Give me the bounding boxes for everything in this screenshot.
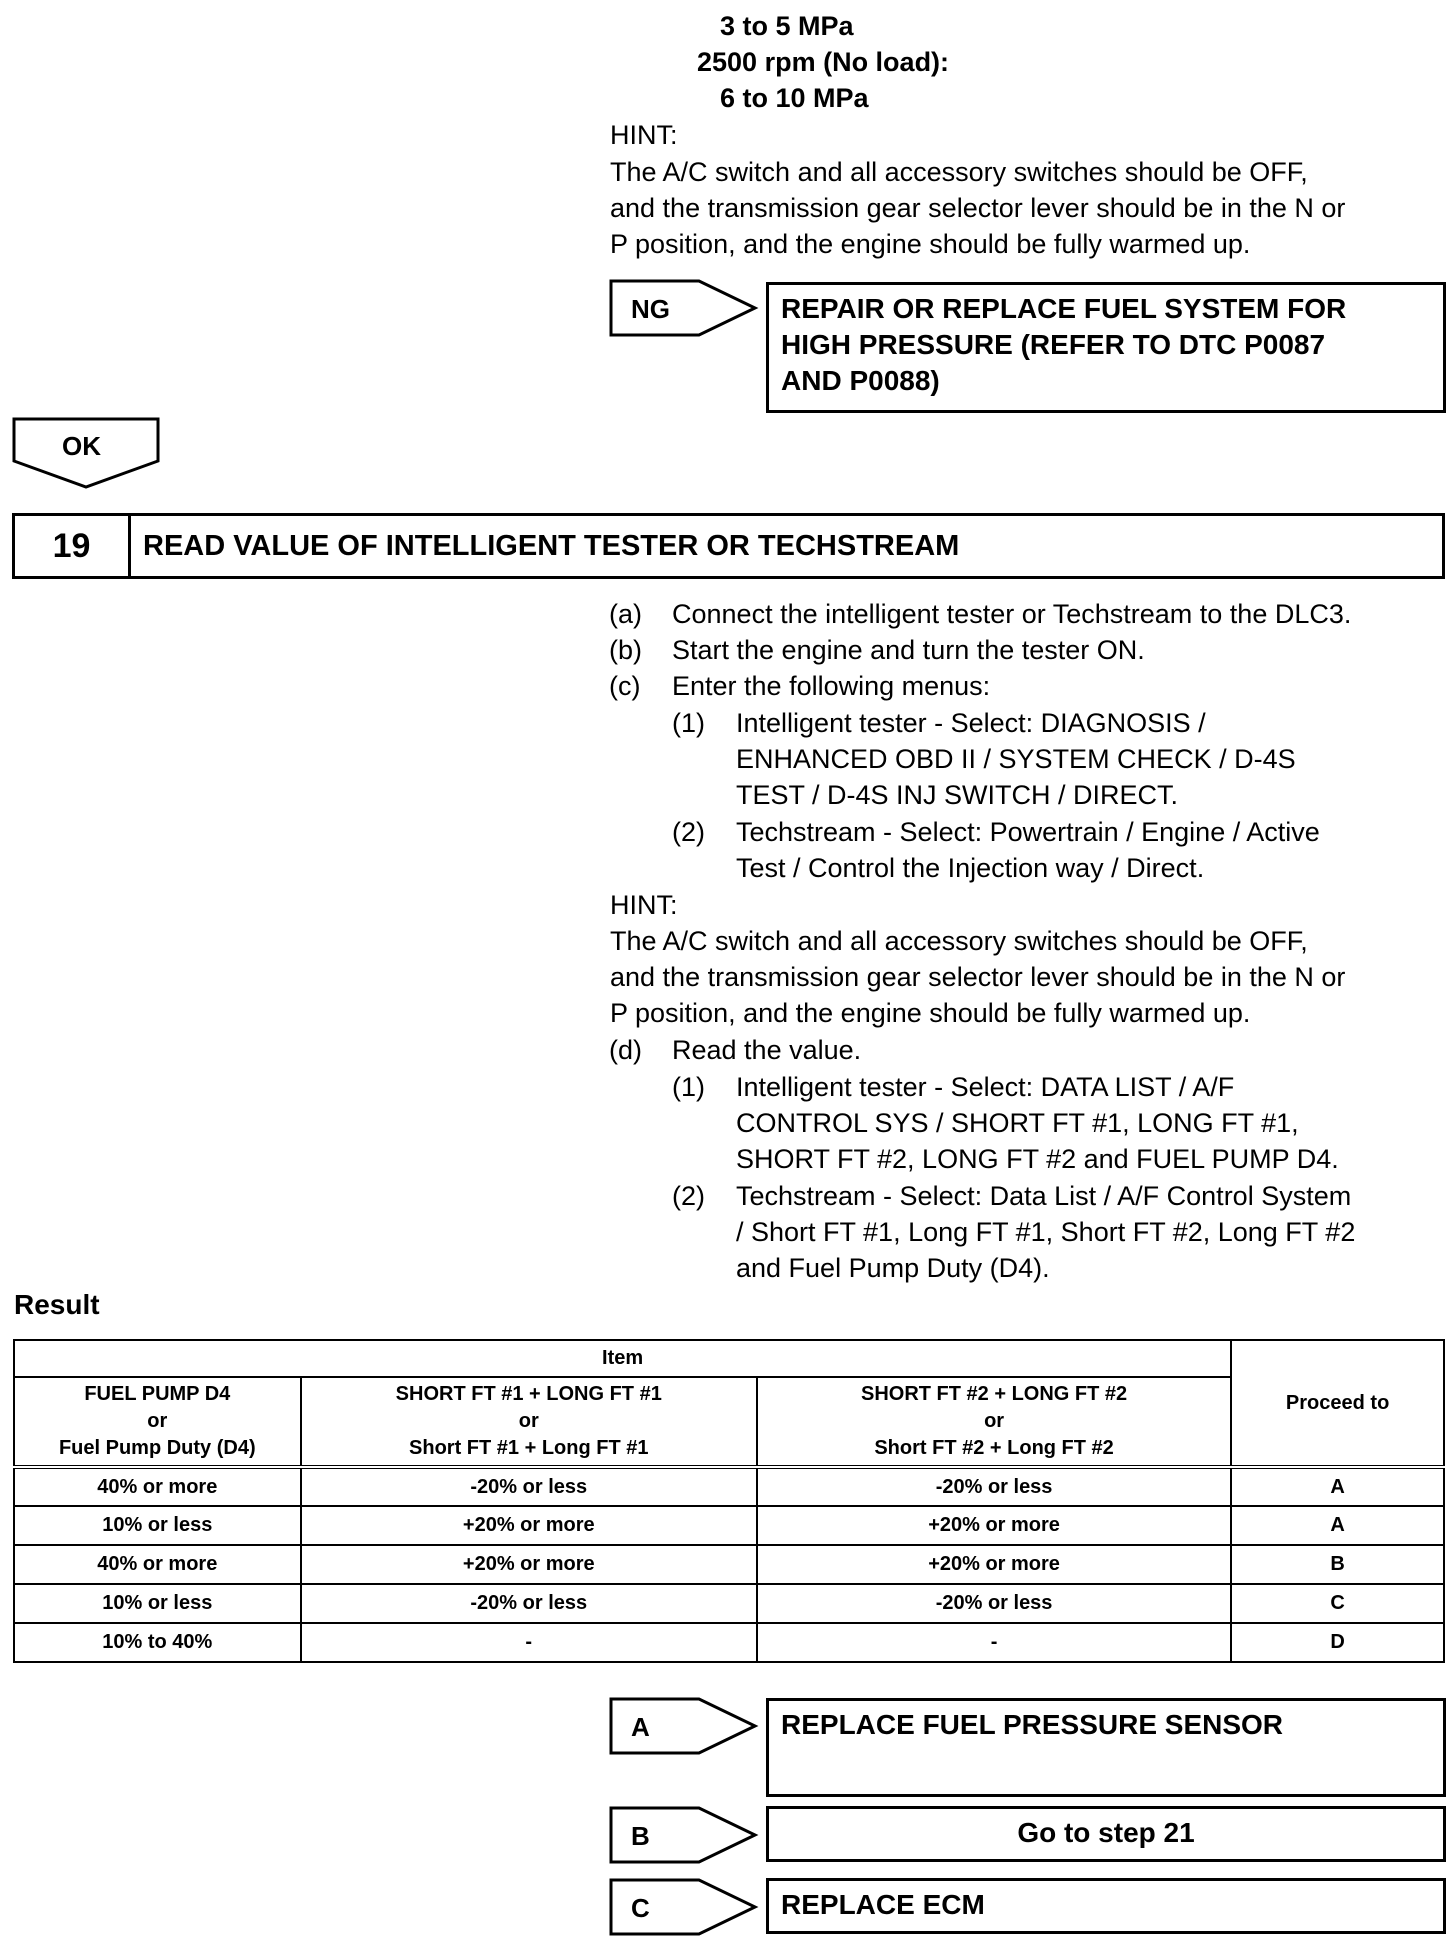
branch-c-label: C <box>631 1893 650 1923</box>
hint-line: P position, and the engine should be fully warmed up. <box>610 998 1251 1028</box>
col-header-ft2 <box>757 1377 1231 1467</box>
table-cell: - <box>757 1623 1231 1662</box>
branch-b-arrow-label <box>609 1806 759 1864</box>
instruction-marker: (1) <box>672 1072 705 1102</box>
table-cell: B <box>1231 1545 1444 1584</box>
step-header <box>12 513 1445 579</box>
table-cell: 10% to 40% <box>14 1623 301 1662</box>
spec-line-1: 3 to 5 MPa <box>720 11 854 41</box>
instruction-text: Start the engine and turn the tester ON. <box>672 635 1145 665</box>
col-header-fuel-pump <box>14 1377 301 1467</box>
instruction-line: Intelligent tester - Select: DATA LIST / A/F <box>736 1072 1235 1102</box>
ng-result-line: HIGH PRESSURE (REFER TO DTC P0087 <box>781 329 1326 360</box>
instruction-marker: (b) <box>609 635 642 665</box>
step-number: 19 <box>15 516 131 576</box>
instruction-marker: (d) <box>609 1035 642 1065</box>
col-header-line: or <box>518 1410 539 1432</box>
table-cell: -20% or less <box>301 1584 757 1623</box>
instruction-line: Intelligent tester - Select: DIAGNOSIS / <box>736 708 1206 738</box>
result-heading: Result <box>14 1289 100 1320</box>
col-header-ft1 <box>301 1377 757 1467</box>
instruction-marker: (c) <box>609 671 641 701</box>
table-cell: +20% or more <box>757 1506 1231 1545</box>
table-row <box>14 1506 1444 1545</box>
branch-a-arrow-label <box>609 1697 759 1755</box>
instruction-text: Enter the following menus: <box>672 671 991 701</box>
ok-label: OK <box>62 431 101 461</box>
branch-a-result: REPLACE FUEL PRESSURE SENSOR <box>781 1709 1284 1740</box>
ng-result-box <box>766 282 1446 413</box>
table-cell: +20% or more <box>301 1506 757 1545</box>
ng-arrow-label <box>609 279 759 337</box>
table-cell: -20% or less <box>757 1467 1231 1506</box>
table-cell: +20% or more <box>301 1545 757 1584</box>
instruction-line: / Short FT #1, Long FT #1, Short FT #2, Long FT #2 <box>736 1217 1356 1247</box>
table-cell: 40% or more <box>14 1545 301 1584</box>
ng-label: NG <box>631 294 670 324</box>
branch-a-result-box <box>766 1698 1446 1797</box>
table-cell: D <box>1231 1623 1444 1662</box>
spec-line-3: 6 to 10 MPa <box>720 83 869 113</box>
instruction-line: CONTROL SYS / SHORT FT #1, LONG FT #1, <box>736 1108 1299 1138</box>
instruction-marker: (2) <box>672 1181 705 1211</box>
ng-result-line: AND P0088) <box>781 365 940 396</box>
hint-line: The A/C switch and all accessory switches should be OFF, <box>610 157 1308 187</box>
ng-result-line: REPAIR OR REPLACE FUEL SYSTEM FOR <box>781 293 1347 324</box>
col-header-line: SHORT FT #2 + LONG FT #2 <box>860 1383 1128 1405</box>
item-header: Item <box>14 1340 1231 1377</box>
instruction-line: ENHANCED OBD II / SYSTEM CHECK / D-4S <box>736 744 1296 774</box>
hint-line: and the transmission gear selector lever should be in the N or <box>610 962 1346 992</box>
step-title: READ VALUE OF INTELLIGENT TESTER OR TECHSTREAM <box>143 529 960 562</box>
ok-arrow-label <box>12 417 162 489</box>
hint-line: and the transmission gear selector lever should be in the N or <box>610 193 1346 223</box>
instruction-marker: (2) <box>672 817 705 847</box>
table-cell: 40% or more <box>14 1467 301 1506</box>
table-row <box>14 1467 1444 1506</box>
proceed-header: Proceed to <box>1231 1340 1444 1467</box>
instruction-text: Connect the intelligent tester or Techstream to the DLC3. <box>672 599 1352 629</box>
instruction-line: Techstream - Select: Powertrain / Engine / Active <box>736 817 1320 847</box>
instruction-text: Read the value. <box>672 1035 862 1065</box>
instruction-line: Techstream - Select: Data List / A/F Control System <box>736 1181 1352 1211</box>
table-cell: - <box>301 1623 757 1662</box>
table-cell: -20% or less <box>301 1467 757 1506</box>
table-row <box>14 1545 1444 1584</box>
instruction-line: and Fuel Pump Duty (D4). <box>736 1253 1050 1283</box>
table-cell: C <box>1231 1584 1444 1623</box>
col-header-line: Short FT #2 + Long FT #2 <box>874 1437 1114 1459</box>
branch-b-result: Go to step 21 <box>1017 1817 1195 1848</box>
spec-line-2: 2500 rpm (No load): <box>697 47 950 77</box>
table-row <box>14 1623 1444 1662</box>
instruction-line: SHORT FT #2, LONG FT #2 and FUEL PUMP D4. <box>736 1144 1339 1174</box>
hint-line: The A/C switch and all accessory switches should be OFF, <box>610 926 1308 956</box>
result-table <box>13 1339 1445 1663</box>
branch-a-label: A <box>631 1712 650 1742</box>
col-header-line: SHORT FT #1 + LONG FT #1 <box>395 1383 662 1405</box>
table-cell: 10% or less <box>14 1506 301 1545</box>
branch-c-arrow-label <box>609 1878 759 1936</box>
instruction-line: TEST / D-4S INJ SWITCH / DIRECT. <box>736 780 1179 810</box>
table-cell: +20% or more <box>757 1545 1231 1584</box>
hint-line: P position, and the engine should be fully warmed up. <box>610 229 1251 259</box>
branch-c-result-box <box>766 1878 1446 1934</box>
col-header-line: or <box>147 1410 168 1432</box>
col-header-line: FUEL PUMP D4 <box>84 1383 231 1405</box>
table-cell: A <box>1231 1506 1444 1545</box>
branch-b-result-box <box>766 1806 1446 1862</box>
instruction-line: Test / Control the Injection way / Direct. <box>736 853 1205 883</box>
col-header-line: or <box>984 1410 1005 1432</box>
branch-c-result: REPLACE ECM <box>781 1889 985 1920</box>
hint-label: HINT: <box>610 120 678 150</box>
table-cell: A <box>1231 1467 1444 1506</box>
table-cell: 10% or less <box>14 1584 301 1623</box>
table-row <box>14 1584 1444 1623</box>
instruction-marker: (a) <box>609 599 642 629</box>
hint-label: HINT: <box>610 890 678 920</box>
instruction-marker: (1) <box>672 708 705 738</box>
col-header-line: Short FT #1 + Long FT #1 <box>409 1437 649 1459</box>
branch-b-label: B <box>631 1821 650 1851</box>
table-cell: -20% or less <box>757 1584 1231 1623</box>
col-header-line: Fuel Pump Duty (D4) <box>58 1437 256 1459</box>
